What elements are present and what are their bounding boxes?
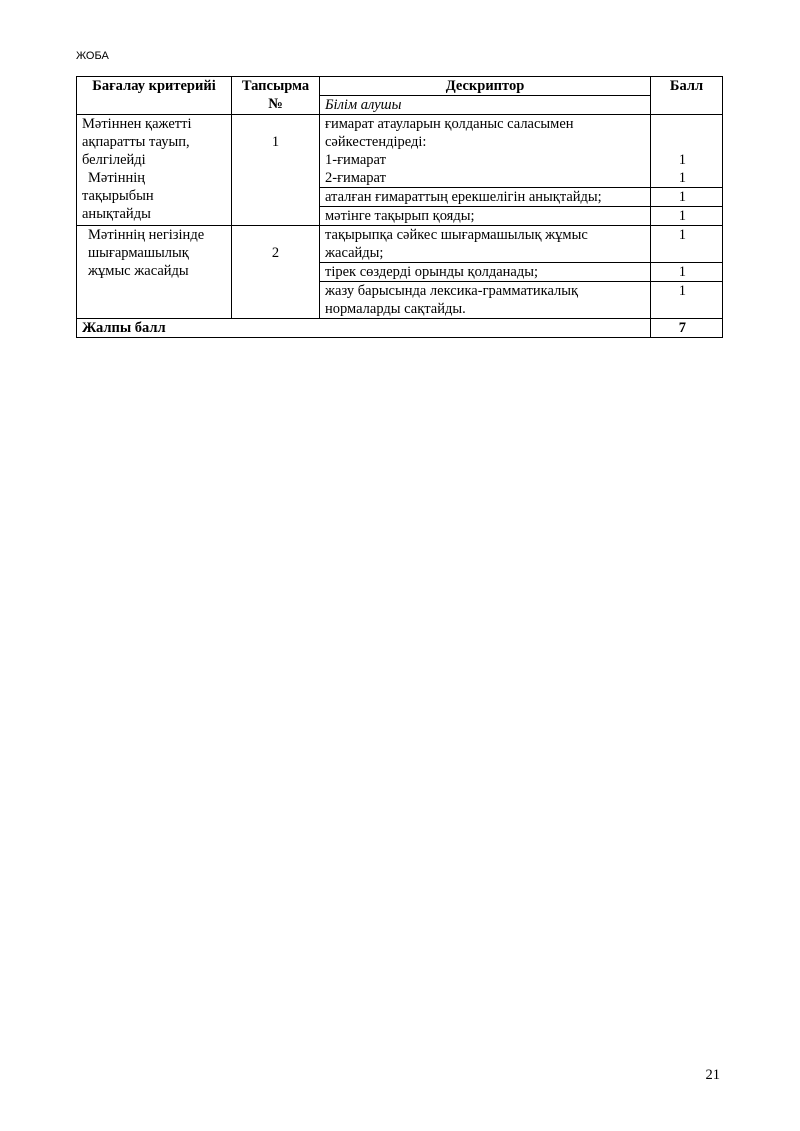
criteria-line: Мәтіннің негізінде	[88, 227, 205, 243]
score-cell: 1	[651, 263, 723, 282]
descriptor-cell	[320, 282, 651, 319]
total-score: 7	[651, 319, 723, 338]
descriptor-cell: аталған ғимараттың ерекшелігін анықтайды;	[320, 188, 651, 207]
assessment-table	[76, 76, 723, 338]
page-number: 21	[705, 1067, 720, 1083]
subheader-learner: Білім алушы	[320, 96, 651, 115]
criteria-cell-2	[77, 226, 232, 319]
header-criteria: Бағалау критерийі	[77, 77, 232, 115]
criteria-line: анықтайды	[82, 206, 151, 222]
descriptor-line: ғимарат атауларын қолданыс саласымен	[325, 116, 574, 132]
header-descriptor: Дескриптор	[320, 77, 651, 96]
descriptor-cell: тірек сөздерді орынды қолданады;	[320, 263, 651, 282]
descriptor-line: тақырыпқа сәйкес шығармашылық жұмыс	[325, 227, 588, 243]
score-cell: 1	[651, 226, 723, 263]
header-task	[232, 77, 320, 115]
score-cell	[651, 115, 723, 188]
score-cell: 1	[651, 282, 723, 319]
criteria-line: Мәтіннен қажетті	[82, 116, 192, 132]
criteria-line: тақырыбын	[82, 188, 154, 204]
descriptor-line: 2-ғимарат	[325, 170, 386, 186]
header-task-label: Тапсырма	[241, 78, 310, 94]
criteria-line: Мәтіннің	[88, 170, 146, 186]
table-header-row	[77, 77, 723, 96]
total-row	[77, 319, 723, 338]
criteria-line: шығармашылық	[88, 245, 189, 261]
task-number-2: 2	[232, 226, 320, 319]
descriptor-line: нормаларды сақтайды.	[325, 301, 466, 317]
total-label: Жалпы балл	[77, 319, 651, 338]
score-cell: 1	[651, 207, 723, 226]
score-cell: 1	[651, 188, 723, 207]
descriptor-cell	[320, 226, 651, 263]
table-row	[77, 115, 723, 188]
descriptor-cell	[320, 115, 651, 188]
table-row	[77, 226, 723, 263]
criteria-cell-1	[77, 115, 232, 226]
header-score: Балл	[651, 77, 723, 115]
criteria-line: белгілейді	[82, 152, 146, 168]
score-value: 1	[678, 170, 686, 186]
header-task-number-sign: №	[268, 96, 283, 112]
descriptor-line: жазу барысында лексика-грамматикалық	[325, 283, 579, 299]
draft-label: ЖОБА	[76, 50, 109, 62]
task-number-1: 1	[232, 115, 320, 226]
descriptor-line: жасайды;	[325, 245, 384, 261]
criteria-line: жұмыс жасайды	[88, 263, 189, 279]
descriptor-line: 1-ғимарат	[325, 152, 386, 168]
criteria-line: ақпаратты тауып,	[82, 134, 190, 150]
descriptor-cell: мәтінге тақырып қояды;	[320, 207, 651, 226]
score-value: 1	[678, 152, 686, 168]
descriptor-line: сәйкестендіреді:	[325, 134, 427, 150]
